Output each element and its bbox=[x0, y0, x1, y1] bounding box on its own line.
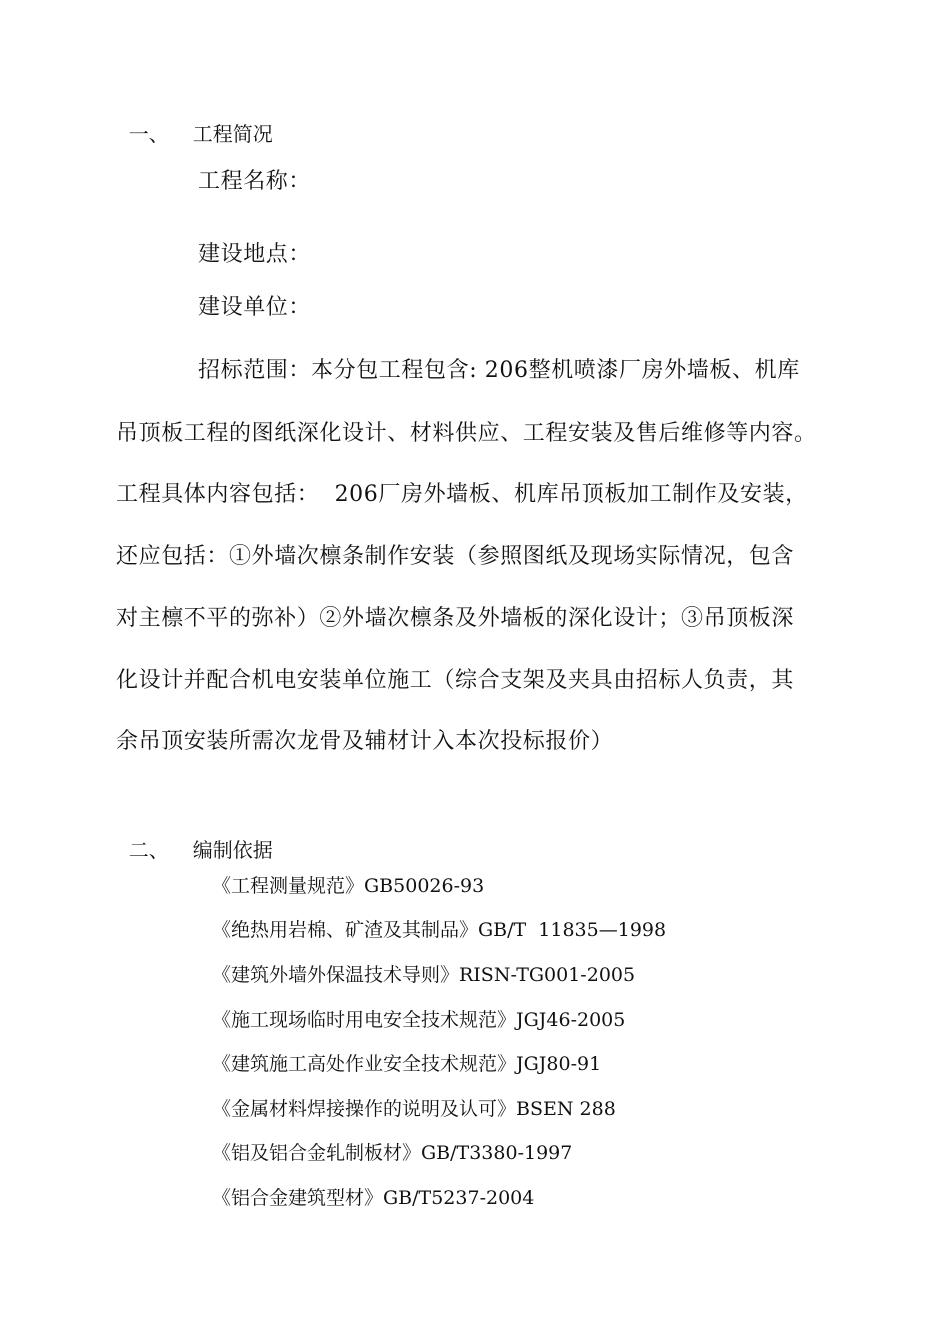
scope-line: 对主檩不平的弥补）②外墙次檩条及外墙板的深化设计；③吊顶板深 bbox=[116, 606, 795, 631]
reference-item: 《金属材料焊接操作的说明及认可》BSEN 288 bbox=[212, 1098, 616, 1120]
section-2-title: 编制依据 bbox=[192, 838, 273, 862]
section-2-heading bbox=[116, 820, 273, 860]
reference-item: 《铝合金建筑型材》GB/T5237-2004 bbox=[212, 1187, 535, 1209]
section-1-number: 一、 bbox=[128, 122, 169, 146]
scope-line: 吊顶板工程的图纸深化设计、材料供应、工程安装及售后维修等内容。 bbox=[116, 421, 817, 446]
construction-unit-label: 建设单位： bbox=[198, 295, 312, 320]
reference-item: 《工程测量规范》GB50026-93 bbox=[212, 875, 485, 897]
reference-item: 《建筑施工高处作业安全技术规范》JGJ80-91 bbox=[212, 1053, 602, 1075]
section-1-heading bbox=[116, 104, 273, 144]
project-name-label: 工程名称： bbox=[198, 169, 312, 194]
section-2-number: 二、 bbox=[128, 838, 169, 862]
scope-line: 还应包括：①外墙次檩条制作安装（参照图纸及现场实际情况，包含 bbox=[116, 544, 795, 569]
scope-line: 工程具体内容包括： 206厂房外墙板、机库吊顶板加工制作及安装， bbox=[116, 482, 808, 507]
reference-item: 《绝热用岩棉、矿渣及其制品》GB/T 11835—1998 bbox=[212, 919, 667, 941]
scope-line: 招标范围：本分包工程包含: 206整机喷漆厂房外墙板、机库 bbox=[198, 358, 800, 383]
construction-location-label: 建设地点： bbox=[198, 242, 312, 267]
reference-item: 《建筑外墙外保温技术导则》RISN-TG001-2005 bbox=[212, 964, 636, 986]
scope-line: 化设计并配合机电安装单位施工（综合支架及夹具由招标人负责，其 bbox=[116, 668, 795, 693]
reference-item: 《铝及铝合金轧制板材》GB/T3380-1997 bbox=[212, 1142, 573, 1164]
reference-item: 《施工现场临时用电安全技术规范》JGJ46-2005 bbox=[212, 1009, 626, 1031]
section-1-title: 工程简况 bbox=[192, 122, 273, 146]
scope-line: 余吊顶安装所需次龙骨及辅材计入本次投标报价） bbox=[116, 729, 614, 754]
